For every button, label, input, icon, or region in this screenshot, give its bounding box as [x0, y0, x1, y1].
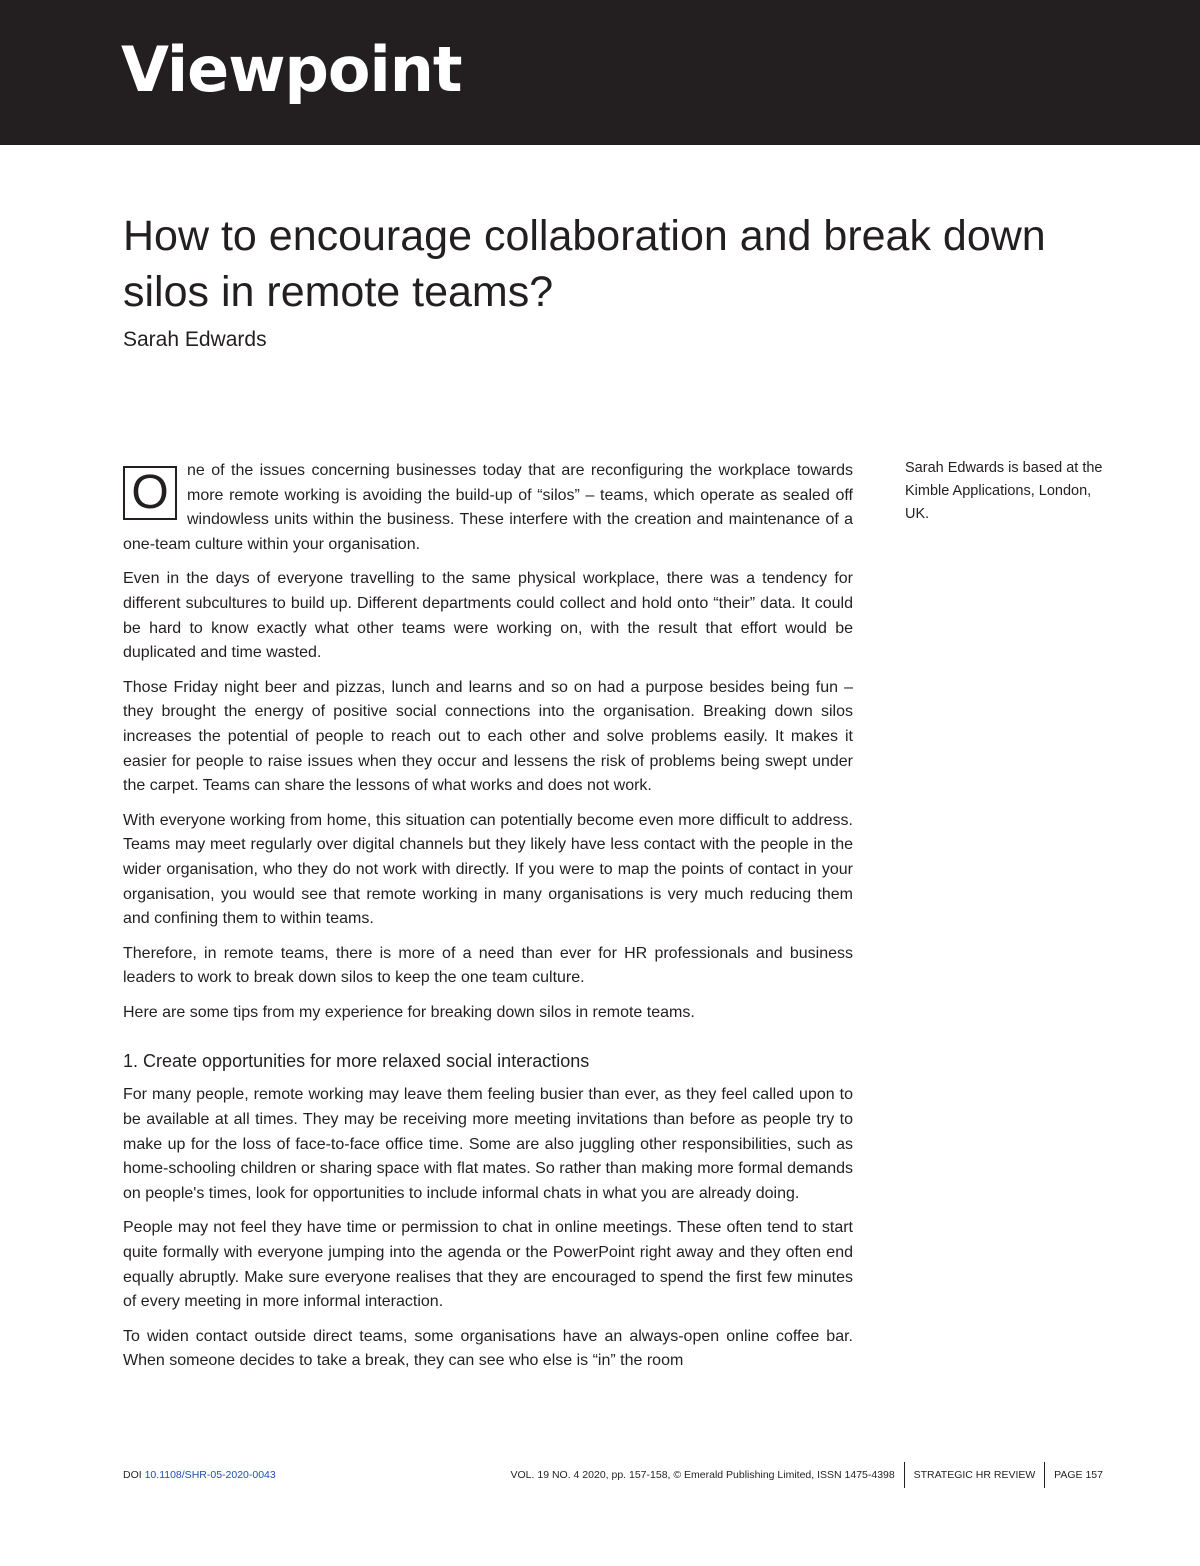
paragraph: For many people, remote working may leave them feeling busier than ever, as they feel called upon to be available at all times. They may be receiving more meeting invitations than before as people try to make up for the loss of face-to-face office time. Some are also juggling other responsibilities, such as home-schooling children or sharing space with flat mates. So rather than making more formal demands on people's times, look for opportunities to include informal chats in what you are already doing. — [123, 1086, 853, 1202]
article-body — [123, 459, 853, 1384]
article-title: How to encourage collaboration and break down silos in remote teams? — [123, 212, 1046, 316]
paragraph: Even in the days of everyone travelling to the same physical workplace, there was a tendency for different subcultures to build up. Different departments could collect and hold onto “their” data. It could be hard to know exactly what other teams were working on, with the result that effort would be duplicated and time wasted. — [123, 570, 853, 662]
article-author: Sarah Edwards — [123, 328, 267, 351]
section-heading: 1. Create opportunities for more relaxed social interactions — [123, 1051, 590, 1072]
page-footer — [123, 1462, 1103, 1488]
page-number: PAGE 157 — [1054, 1469, 1103, 1481]
paragraph: People may not feel they have time or permission to chat in online meetings. These often tend to start quite formally with everyone jumping into the agenda or the PowerPoint right away and they often end equally abruptly. Make sure everyone realises that they are encouraged to spend the first few minutes of every meeting in more informal interaction. — [123, 1219, 853, 1311]
citation: VOL. 19 NO. 4 2020, pp. 157-158, © Emerald Publishing Limited, ISSN 1475-4398 — [510, 1469, 895, 1481]
journal-name: STRATEGIC HR REVIEW — [913, 1469, 1036, 1481]
doi — [123, 1462, 276, 1488]
paragraph: To widen contact outside direct teams, some organisations have an always-open online coffee bar. When someone decides to take a break, they can see who else is “in” the room — [123, 1327, 853, 1370]
paragraph: Those Friday night beer and pizzas, lunch and learns and so on had a purpose besides being fun – they brought the energy of positive social connections into the organisation. Breaking down silos increases the potential of people to reach out to each other and solve problems easily. It makes it easier for people to raise issues when they occur and lessens the risk of problems being swept under the carpet. Teams can share the lessons of what works and does not work. — [123, 678, 853, 795]
paragraph: With everyone working from home, this situation can potentially become even more difficult to address. Teams may meet regularly over digital channels but they likely have less contact with the people in the wider organisation, who they do not work with directly. If you were to map the points of contact in your organisation, you would see that remote working in many organisations is very much reducing them and confining them to within teams. — [123, 811, 853, 928]
doi-label: DOI — [123, 1469, 142, 1481]
footer-divider — [904, 1462, 905, 1488]
paragraph-intro — [123, 459, 853, 557]
paragraph: Here are some tips from my experience for breaking down silos in remote teams. — [123, 1003, 695, 1021]
footer-citation-group — [511, 1462, 1103, 1488]
footer-divider — [1044, 1462, 1045, 1488]
author-note: Sarah Edwards is based at the Kimble Applications, London, UK. — [905, 460, 1103, 522]
section-title: Viewpoint — [121, 33, 462, 106]
paragraph-intro-text: ne of the issues concerning businesses today that are reconfiguring the workplace towards more remote working is avoiding the build-up of “silos” – teams, which operate as sealed off windowless units within the business. These interfere with the creation and maintenance of a one-team culture within your organisation. — [123, 462, 853, 553]
doi-link[interactable]: 10.1108/SHR-05-2020-0043 — [144, 1469, 276, 1481]
drop-cap: O — [123, 466, 177, 520]
paragraph: Therefore, in remote teams, there is more of a need than ever for HR professionals and business leaders to work to break down silos to keep the one team culture. — [123, 944, 853, 987]
header-banner — [0, 0, 1200, 145]
